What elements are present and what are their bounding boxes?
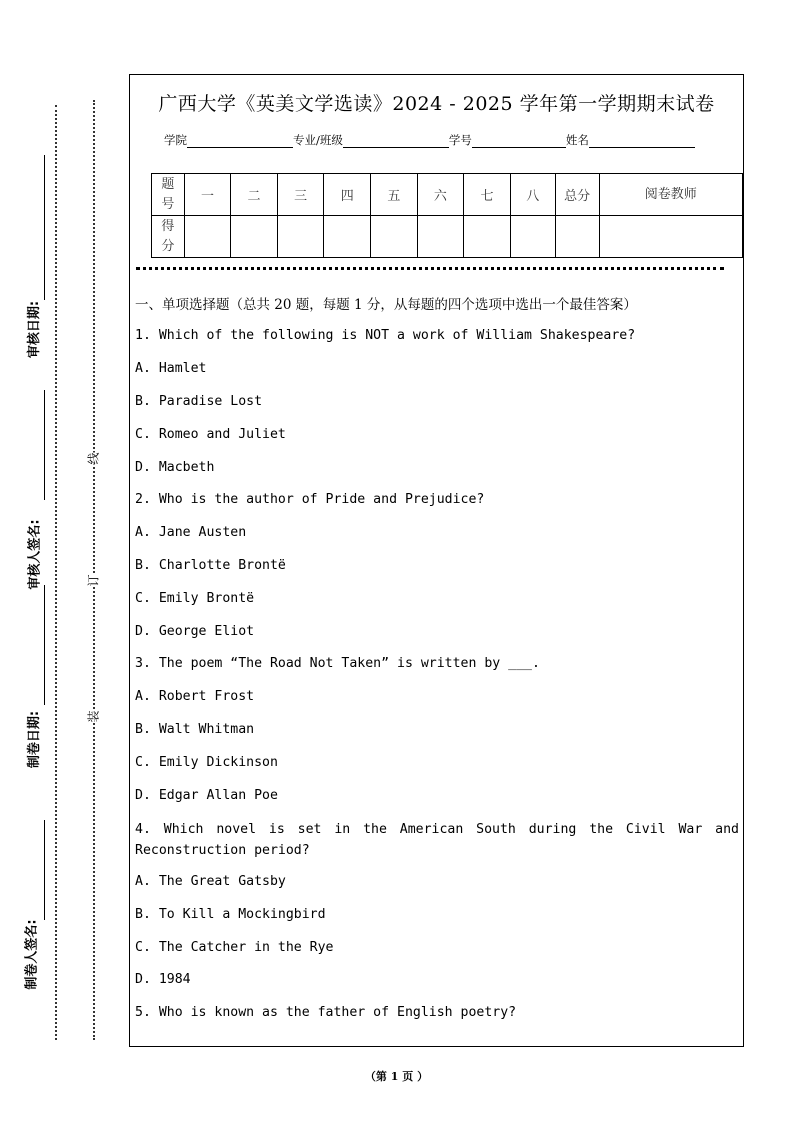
col-3: 三 — [277, 174, 324, 216]
question-2: 2. Who is the author of Pride and Prejudice? — [135, 492, 485, 507]
option-4a: A. The Great Gatsby — [135, 874, 286, 889]
option-2a: A. Jane Austen — [135, 525, 247, 540]
student-id-label: 学号 — [448, 133, 472, 147]
col-total: 总分 — [555, 174, 599, 216]
exam-title: 广西大学《英美文学选读》2024 - 2025 学年第一学期期末试卷 — [158, 93, 715, 115]
option-3d: D. Edgar Allan Poe — [135, 788, 278, 803]
score-cell-8[interactable] — [510, 216, 555, 258]
score-cell-4[interactable] — [324, 216, 371, 258]
score-cell-2[interactable] — [231, 216, 278, 258]
score-cell-3[interactable] — [277, 216, 324, 258]
col-1: 一 — [184, 174, 231, 216]
col-6: 六 — [417, 174, 464, 216]
prep-date-label: 制卷日期: — [27, 710, 43, 769]
student-id-field[interactable] — [472, 133, 566, 148]
col-grader: 阅卷教师 — [599, 174, 742, 216]
name-label: 姓名 — [565, 133, 589, 147]
exam-frame — [129, 74, 744, 1047]
score-cell-total[interactable] — [555, 216, 599, 258]
outer-dotted-line — [55, 105, 57, 1040]
question-5: 5. Who is known as the father of English poetry? — [135, 1005, 517, 1020]
col-7: 七 — [464, 174, 511, 216]
reviewer-signature-line — [44, 390, 45, 500]
row-header-score: 得分 — [152, 216, 185, 258]
option-1d: D. Macbeth — [135, 460, 215, 475]
reviewer-signature-label: 审核人签名: — [27, 519, 43, 590]
score-cell-5[interactable] — [371, 216, 418, 258]
preparer-signature-line — [44, 820, 45, 920]
page-number: （第 1 页 ） — [364, 1070, 429, 1083]
score-cell-7[interactable] — [464, 216, 511, 258]
option-3c: C. Emily Dickinson — [135, 755, 278, 770]
review-date-line — [44, 155, 45, 300]
option-2d: D. George Eliot — [135, 624, 255, 639]
option-2c: C. Emily Brontë — [135, 591, 255, 606]
option-3a: A. Robert Frost — [135, 689, 255, 704]
option-4c: C. The Catcher in the Rye — [135, 940, 334, 955]
review-date-label: 审核日期: — [27, 300, 43, 359]
bind-ding-char: 订 — [83, 574, 104, 586]
score-table — [151, 173, 743, 258]
name-field[interactable] — [589, 133, 695, 148]
score-cell-1[interactable] — [184, 216, 231, 258]
option-4d: D. 1984 — [135, 972, 191, 987]
question-1: 1. Which of the following is NOT a work of William Shakespeare? — [135, 328, 636, 343]
option-1b: B. Paradise Lost — [135, 394, 263, 409]
option-2b: B. Charlotte Brontë — [135, 558, 286, 573]
score-cell-grader[interactable] — [599, 216, 742, 258]
score-cell-6[interactable] — [417, 216, 464, 258]
row-header-question-no: 题号 — [152, 174, 185, 216]
bind-zhuang-char: 装 — [83, 710, 104, 722]
option-1a: A. Hamlet — [135, 361, 207, 376]
col-4: 四 — [324, 174, 371, 216]
col-8: 八 — [510, 174, 555, 216]
option-1c: C. Romeo and Juliet — [135, 427, 286, 442]
major-label: 专业/班级 — [293, 133, 343, 147]
inner-dotted-line — [93, 100, 95, 1040]
option-3b: B. Walt Whitman — [135, 722, 255, 737]
major-field[interactable] — [343, 133, 449, 148]
college-field[interactable] — [187, 133, 293, 148]
section-title: 一、单项选择题（总共 20 题，每题 1 分，从每题的四个选项中选出一个最佳答案） — [135, 297, 637, 313]
question-3: 3. The poem “The Road Not Taken” is written by ___. — [135, 656, 540, 671]
college-label: 学院 — [164, 133, 187, 147]
prep-date-line — [44, 585, 45, 705]
bind-line-char: 线 — [83, 452, 104, 464]
col-5: 五 — [371, 174, 418, 216]
question-4: 4. Which novel is set in the American South during the Civil War and Reconstruction period? — [135, 822, 739, 858]
student-info-row — [164, 132, 695, 148]
col-2: 二 — [231, 174, 278, 216]
option-4b: B. To Kill a Mockingbird — [135, 907, 326, 922]
preparer-signature-label: 制卷人签名: — [24, 919, 40, 990]
dotted-separator — [136, 267, 724, 270]
